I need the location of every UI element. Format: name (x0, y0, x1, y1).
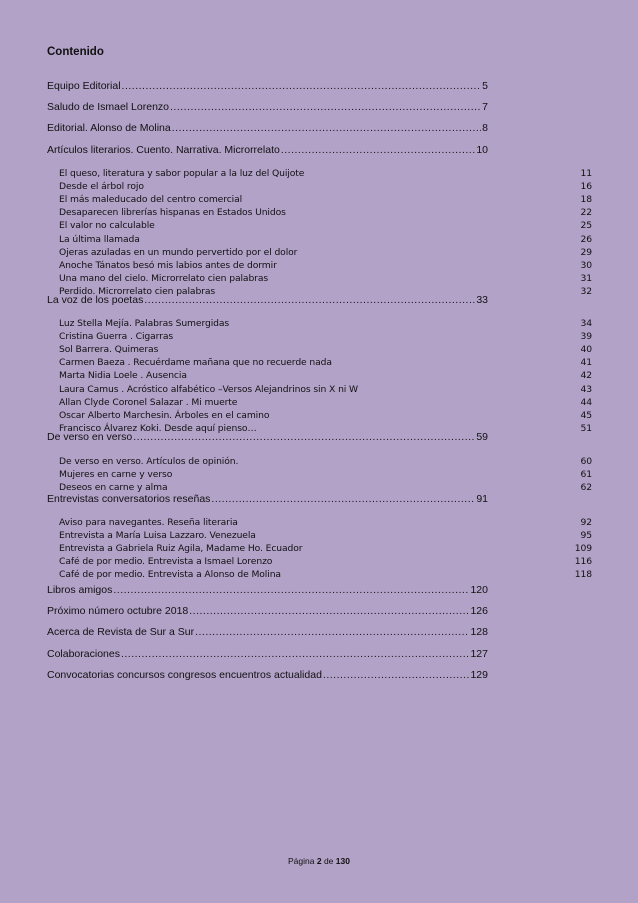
toc-subentry-title: Aviso para navegantes. Reseña literaria (59, 517, 238, 528)
toc-entry-title: Colaboraciones (47, 648, 120, 660)
toc-entry-page: 10 (476, 144, 488, 156)
toc-subentry-page: 18 (580, 194, 592, 206)
toc-leader-dots (195, 626, 469, 638)
toc-subentry-title: Laura Camus . Acróstico alfabético –Versos Alejandrinos sin X ni W (59, 383, 359, 395)
toc-entry-title: Equipo Editorial (47, 80, 121, 92)
toc-subentry[interactable] (59, 384, 592, 396)
toc-subentry[interactable] (59, 569, 592, 581)
toc-entry-page: 33 (476, 294, 488, 306)
toc-subentry-page: 62 (580, 482, 592, 494)
toc-subentry-page: 31 (580, 272, 592, 284)
toc-section-entry[interactable] (47, 669, 488, 681)
toc-subentry-page: 95 (580, 530, 592, 542)
toc-subentry-page: 60 (580, 456, 592, 467)
footer-total-pages: 130 (335, 856, 350, 866)
toc-leader-dots (281, 144, 475, 156)
toc-entry-page: 5 (482, 80, 488, 92)
toc-entry-page: 7 (482, 101, 488, 113)
toc-section-entry[interactable] (47, 101, 488, 113)
toc-entry-title: Convocatorias concursos congresos encuentros actualidad (47, 669, 322, 681)
toc-subentry[interactable] (59, 556, 592, 568)
footer-prefix: Página (288, 856, 315, 866)
toc-subentry-page: 29 (580, 246, 592, 258)
toc-subentry-title: La última llamada (59, 233, 140, 245)
toc-leader-dots (133, 431, 475, 443)
toc-subentry-title: Café de por medio. Entrevista a Alonso de Molina (59, 569, 281, 581)
toc-subentry[interactable] (59, 397, 592, 409)
toc-subentry[interactable] (59, 543, 592, 555)
toc-entry-page: 8 (482, 122, 488, 134)
toc-subentry-title: Mujeres en carne y verso (59, 469, 173, 481)
toc-subentry[interactable] (59, 207, 592, 219)
toc-subentry-title: Oscar Alberto Marchesin. Árboles en el camino (59, 409, 270, 421)
toc-entry-title: La voz de los poetas (47, 294, 144, 306)
toc-leader-dots (172, 122, 481, 134)
toc-subentry-page: 30 (580, 259, 592, 271)
toc-subentry[interactable] (59, 194, 592, 206)
toc-subentry-page: 25 (580, 220, 592, 232)
toc-entry-title: Acerca de Revista de Sur a Sur (47, 626, 195, 638)
toc-entry-title: Saludo de Ismael Lorenzo (47, 101, 169, 113)
toc-entry-title: Editorial. Alonso de Molina (47, 122, 171, 134)
toc-subentry-title: Perdido. Microrrelato cien palabras (59, 285, 216, 297)
toc-subentry-title: Marta Nidia Loele . Ausencia (59, 370, 187, 382)
toc-entry-page: 91 (476, 493, 488, 505)
toc-subentry[interactable] (59, 331, 592, 343)
toc-subentry-page: 42 (580, 370, 592, 382)
toc-section-entry[interactable] (47, 493, 488, 505)
toc-leader-dots (122, 80, 482, 92)
toc-subentry-title: Sol Barrera. Quimeras (59, 344, 159, 356)
toc-entry-title: Libros amigos (47, 584, 113, 596)
toc-subentry[interactable] (59, 370, 592, 382)
toc-subentry[interactable] (59, 260, 592, 272)
toc-subentry-title: Francisco Álvarez Koki. Desde aquí pienso… (59, 422, 257, 434)
toc-subentry-title: El queso, literatura y sabor popular a la luz del Quijote (59, 168, 305, 179)
toc-subentry-title: Desde el árbol rojo (59, 181, 144, 193)
toc-leader-dots (323, 669, 470, 681)
toc-leader-dots (170, 101, 481, 113)
toc-entry-page: 126 (470, 605, 488, 617)
toc-section-entry[interactable] (47, 626, 488, 638)
toc-subentry-title: Una mano del cielo. Microrrelato cien palabras (59, 272, 269, 284)
toc-section-entry[interactable] (47, 294, 488, 306)
toc-subentry[interactable] (59, 273, 592, 285)
toc-subentry-page: 22 (580, 207, 592, 219)
toc-subentry-page: 32 (580, 285, 592, 297)
toc-entry-page: 120 (470, 584, 488, 596)
toc-subentry[interactable] (59, 469, 592, 481)
toc-subentry-page: 26 (580, 233, 592, 245)
toc-subentry-title: Ojeras azuladas en un mundo pervertido por el dolor (59, 246, 298, 258)
toc-leader-dots (211, 493, 475, 505)
toc-subentry-page: 61 (580, 469, 592, 481)
toc-heading: Contenido (47, 46, 104, 58)
toc-subentry-page: 16 (580, 181, 592, 193)
toc-entry-page: 128 (470, 626, 488, 638)
toc-subentry-page: 43 (580, 383, 592, 395)
toc-subentry-title: Anoche Tánatos besó mis labios antes de dormir (59, 259, 277, 271)
toc-subentry[interactable] (59, 344, 592, 356)
toc-entry-title: Artículos literarios. Cuento. Narrativa. Microrrelato (47, 144, 280, 156)
toc-section-entry[interactable] (47, 605, 488, 617)
toc-leader-dots (144, 294, 475, 306)
toc-subentry-title: El valor no calculable (59, 220, 155, 232)
toc-subentry-page: 116 (574, 556, 592, 568)
toc-section-entry[interactable] (47, 122, 488, 134)
toc-subentry[interactable] (59, 318, 592, 330)
toc-entry-page: 129 (470, 669, 488, 681)
toc-subentry-title: De verso en verso. Artículos de opinión. (59, 456, 239, 467)
toc-subentry[interactable] (59, 357, 592, 369)
toc-subentry-title: Allan Clyde Coronel Salazar . Mi muerte (59, 396, 238, 408)
toc-subentry-page: 41 (580, 357, 592, 369)
toc-subentry[interactable] (59, 181, 592, 193)
toc-entry-page: 127 (470, 648, 488, 660)
toc-subentry-page: 40 (580, 344, 592, 356)
toc-subentry-title: Desaparecen librerías hispanas en Estados Unidos (59, 207, 286, 219)
toc-subentry[interactable] (59, 220, 592, 232)
toc-leader-dots (121, 648, 470, 660)
toc-section-entry[interactable] (47, 648, 488, 660)
toc-subentry-title: Entrevista a Gabriela Ruiz Agila, Madame Ho. Ecuador (59, 543, 303, 555)
toc-entry-title: Entrevistas conversatorios reseñas (47, 493, 211, 505)
toc-subentry[interactable] (59, 456, 592, 468)
toc-subentry[interactable] (59, 530, 592, 542)
toc-subentry[interactable] (59, 517, 592, 529)
toc-section-entry[interactable] (47, 144, 488, 156)
toc-subentry[interactable] (59, 410, 592, 422)
toc-leader-dots (189, 605, 469, 617)
toc-subentry-title: Deseos en carne y alma (59, 482, 168, 494)
toc-subentry-title: Luz Stella Mejía. Palabras Sumergidas (59, 318, 230, 329)
toc-subentry[interactable] (59, 247, 592, 259)
toc-subentry-page: 45 (580, 409, 592, 421)
toc-section-entry[interactable] (47, 80, 488, 92)
toc-subentry[interactable] (59, 168, 592, 180)
toc-leader-dots (113, 584, 469, 596)
toc-subentry-page: 44 (580, 396, 592, 408)
toc-section-entry[interactable] (47, 584, 488, 596)
toc-subentry-page: 34 (580, 318, 592, 329)
toc-subentry-title: Café de por medio. Entrevista a Ismael Lorenzo (59, 556, 273, 568)
toc-subentry-title: Cristina Guerra . Cigarras (59, 331, 174, 343)
toc-subentry-title: El más maleducado del centro comercial (59, 194, 243, 206)
toc-subentry-title: Entrevista a María Luisa Lazzaro. Venezuela (59, 530, 256, 542)
toc-subentry-page: 118 (574, 569, 592, 581)
toc-subentry-page: 39 (580, 331, 592, 343)
toc-entry-title: Próximo número octubre 2018 (47, 605, 189, 617)
page-footer (0, 856, 638, 866)
footer-current-page: 2 (316, 856, 322, 866)
toc-entry-page: 59 (476, 431, 488, 443)
toc-entry-title: De verso en verso (47, 431, 133, 443)
footer-sep: de (323, 856, 334, 866)
toc-subentry-page: 109 (574, 543, 592, 555)
toc-section-entry[interactable] (47, 431, 488, 443)
toc-subentry-page: 11 (580, 168, 592, 179)
toc-subentry[interactable] (59, 234, 592, 246)
toc-subentry-page: 51 (580, 422, 592, 434)
toc-subentry-page: 92 (580, 517, 592, 528)
toc-subentry-title: Carmen Baeza . Recuérdame mañana que no recuerde nada (59, 357, 332, 369)
